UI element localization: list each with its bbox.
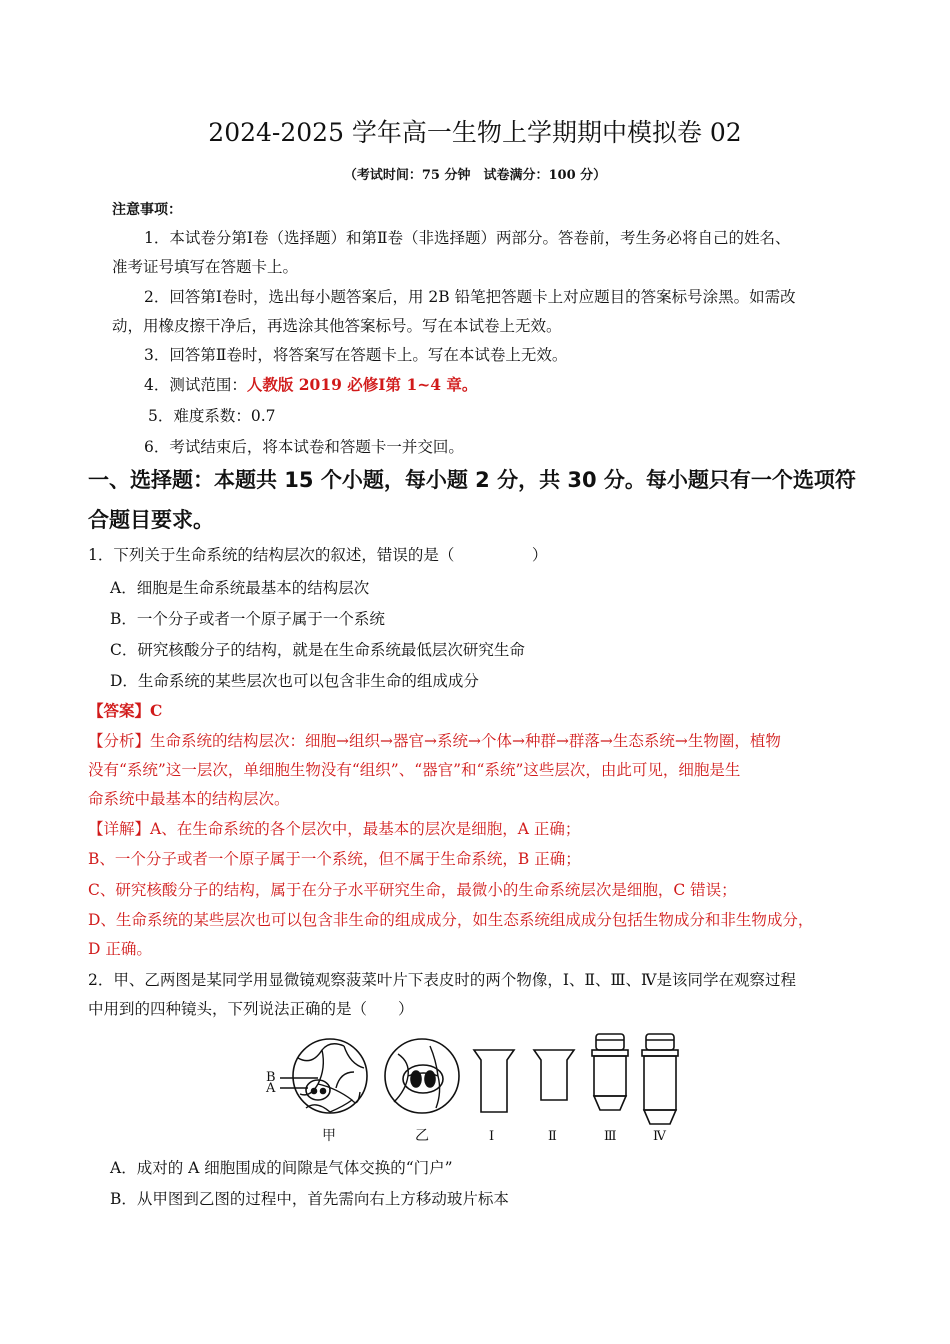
q1-analysis: 【分析】生命系统的结构层次：细胞→组织→器官→系统→个体→种群→群落→生态系统→生物圈，植物	[88, 732, 781, 750]
q1-detail-d: D、生命系统的某些层次也可以包含非生命的组成成分，如生态系统组成成分包括生物成分和非生物成分，	[88, 911, 814, 929]
objective-lens-iv	[642, 1034, 678, 1124]
label-jia: 甲	[322, 1128, 336, 1144]
page-title: 2024-2025 学年高一生物上学期期中模拟卷 02	[208, 118, 742, 147]
notice-item-2-cont: 动，用橡皮擦干净后，再选涂其他答案标号。写在本试卷上无效。	[112, 317, 562, 335]
label-iii: Ⅲ	[604, 1129, 617, 1144]
label-b: B	[266, 1070, 276, 1085]
field-of-view-yi	[385, 1039, 459, 1113]
q1-stem: 1．下列关于生命系统的结构层次的叙述，错误的是（ ）	[88, 546, 548, 564]
eyepiece-lens-i	[474, 1050, 514, 1112]
q1-detail-b: B、一个分子或者一个原子属于一个系统，但不属于生命系统，B 正确；	[88, 850, 581, 868]
q1-analysis-cont: 没有“系统”这一层次，单细胞生物没有“组织”、“器官”和“系统”这些层次，由此可见，细胞是生	[88, 761, 741, 779]
exam-info: （考试时间：75 分钟 试卷满分：100 分）	[343, 168, 607, 183]
q1-option-a: A．细胞是生命系统最基本的结构层次	[110, 579, 370, 597]
label-ii: Ⅱ	[548, 1129, 557, 1144]
eyepiece-lens-ii	[534, 1050, 574, 1100]
label-i: Ⅰ	[489, 1129, 495, 1144]
notice-item-4	[144, 375, 477, 395]
q2-stem-cont: 中用到的四种镜头，下列说法正确的是（ ）	[88, 1000, 414, 1018]
q1-analysis-cont2: 命系统中最基本的结构层次。	[88, 790, 290, 808]
section-heading: 一、选择题：本题共 15 个小题，每小题 2 分，共 30 分。每小题只有一个选项符	[88, 468, 856, 492]
label-a: A	[266, 1081, 276, 1096]
notice-item-1-cont: 准考证号填写在答题卡上。	[112, 258, 299, 276]
notice-heading: 注意事项：	[112, 202, 182, 218]
section-heading-cont: 合题目要求。	[88, 508, 214, 532]
test-scope: 人教版 2019 必修Ⅰ第 1~4 章。	[246, 375, 478, 394]
notice-item-2: 2．回答第Ⅰ卷时，选出每小题答案后，用 2B 铅笔把答题卡上对应题目的答案标号涂黑。如需改	[144, 288, 796, 306]
q1-option-b: B．一个分子或者一个原子属于一个系统	[110, 610, 385, 628]
notice-item-5: 5．难度系数：0.7	[148, 407, 276, 425]
field-of-view-jia	[280, 1039, 367, 1113]
q2-stem: 2．甲、乙两图是某同学用显微镜观察菠菜叶片下表皮时的两个物像，Ⅰ、Ⅱ、Ⅲ、Ⅳ是该同学在观察过程	[88, 971, 796, 989]
notice-item-4-prefix: 4．测试范围：	[144, 376, 247, 394]
objective-lens-iii	[592, 1034, 628, 1110]
q1-option-d: D．生命系统的某些层次也可以包含非生命的组成成分	[110, 672, 479, 690]
q2-option-b: B．从甲图到乙图的过程中，首先需向右上方移动玻片标本	[110, 1190, 509, 1208]
q2-option-a: A．成对的 A 细胞围成的间隙是气体交换的“门户”	[110, 1159, 453, 1177]
label-iv: Ⅳ	[653, 1129, 666, 1144]
notice-item-1: 1．本试卷分第Ⅰ卷（选择题）和第Ⅱ卷（非选择题）两部分。答卷前，考生务必将自己的姓名、	[144, 229, 791, 247]
q1-option-c: C．研究核酸分子的结构，就是在生命系统最低层次研究生命	[110, 641, 525, 659]
q1-detail-d-cont: D 正确。	[88, 940, 152, 958]
q1-detail: 【详解】A、在生命系统的各个层次中，最基本的层次是细胞，A 正确；	[88, 820, 581, 838]
microscope-figure	[260, 1028, 680, 1148]
notice-item-3: 3．回答第Ⅱ卷时，将答案写在答题卡上。写在本试卷上无效。	[144, 346, 568, 364]
q1-answer: 【答案】C	[88, 701, 163, 720]
label-yi: 乙	[415, 1128, 429, 1144]
q1-detail-c: C、研究核酸分子的结构，属于在分子水平研究生命，最微小的生命系统层次是细胞，C 错误；	[88, 881, 737, 899]
notice-item-6: 6．考试结束后，将本试卷和答题卡一并交回。	[144, 438, 464, 456]
